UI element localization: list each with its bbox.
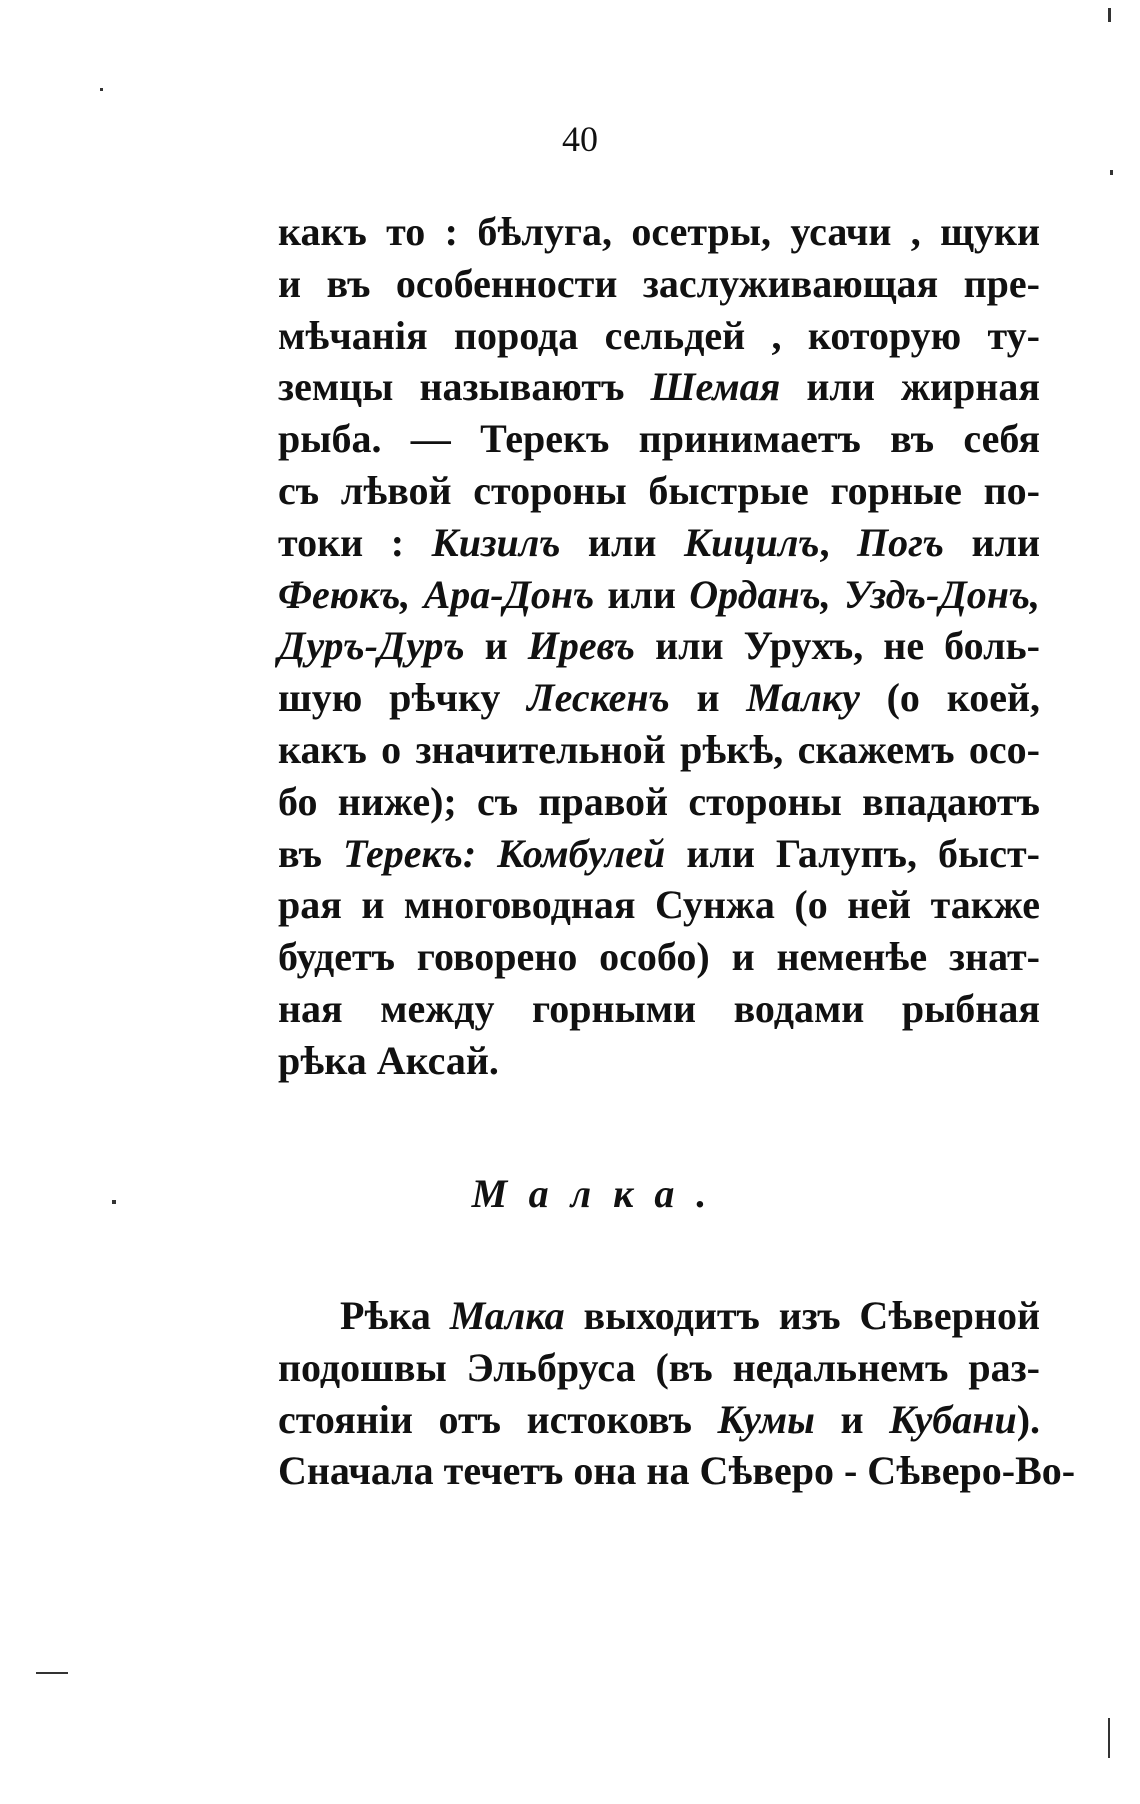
text-segment: , [819, 519, 857, 565]
text-segment: въ [278, 830, 343, 876]
text-line [278, 413, 1040, 465]
text-segment: или [594, 571, 690, 617]
text-line [278, 1394, 1040, 1446]
text-line [278, 1445, 1076, 1497]
italic-text: Малка [449, 1293, 565, 1338]
italic-text: Погъ [856, 519, 944, 565]
text-segment: или Галупъ, быст- [665, 830, 1040, 876]
text-segment: стояніи отъ истоковъ [278, 1396, 718, 1442]
text-segment: или Урухъ, не боль- [635, 623, 1040, 669]
paragraph-terek-tributaries [278, 206, 1040, 1087]
scan-speck [1110, 170, 1113, 175]
text-segment: ). [1016, 1396, 1041, 1442]
italic-text: Кицилъ [683, 519, 820, 565]
text-segment: или [943, 519, 1040, 565]
italic-text: Шемая [650, 364, 781, 410]
text-line [278, 1290, 1040, 1342]
text-line [278, 776, 1040, 828]
italic-text: Феюкъ, Ара-Донъ [278, 571, 595, 617]
text-segment: Рѣка [340, 1293, 450, 1338]
text-segment: токи : [278, 519, 432, 565]
text-segment: съ лѣвой стороны быстрые горные по- [278, 467, 1040, 513]
text-segment: мѣчанія порода сельдей , которую ту- [278, 312, 1040, 358]
text-segment: какъ то : бѣлуга, осетры, усачи , щуки [278, 209, 1040, 254]
text-segment: и [669, 675, 747, 721]
text-segment: или жирная [780, 364, 1040, 410]
text-line [278, 310, 1040, 362]
italic-text: Кизилъ [431, 519, 561, 565]
text-line [278, 258, 1040, 310]
text-segment: шую рѣчку [278, 675, 528, 721]
text-line [278, 1035, 1040, 1087]
text-segment: подошвы Эльбруса (въ недальнемъ раз- [278, 1344, 1040, 1390]
text-segment: выходитъ изъ Сѣверной [564, 1293, 1040, 1338]
text-segment: земцы называютъ [278, 364, 651, 410]
scan-speck [1108, 8, 1111, 22]
text-segment: бо ниже); съ правой стороны впадаютъ [278, 778, 1040, 824]
italic-text: Лескенъ [527, 675, 670, 721]
scan-speck [36, 1672, 68, 1674]
text-segment: какъ о значительной рѣкѣ, скажемъ осо- [278, 726, 1040, 772]
text-line [278, 1342, 1040, 1394]
scan-speck [1108, 1718, 1110, 1758]
text-segment: и [814, 1396, 890, 1442]
text-line [278, 931, 1040, 983]
text-segment: Сначала течетъ она на Сѣверо - Сѣверо-Во- [278, 1448, 1076, 1494]
paragraph-malka [278, 1290, 1076, 1497]
text-segment: (о коей, [859, 675, 1041, 721]
text-line [278, 828, 1040, 880]
text-segment: рыба. — Терекъ принимаетъ въ себя [278, 416, 1040, 462]
text-segment: и [464, 623, 528, 669]
scan-speck [100, 88, 103, 91]
text-line [278, 672, 1040, 724]
scan-speck [112, 1200, 116, 1204]
text-line [278, 724, 1040, 776]
text-line [278, 517, 1040, 569]
text-line [278, 361, 1040, 413]
text-line [278, 879, 1040, 931]
italic-text: Кумы [717, 1396, 815, 1442]
italic-text: Кубани [889, 1396, 1017, 1442]
text-segment: или [560, 519, 684, 565]
text-segment: рѣка Аксай. [278, 1037, 499, 1083]
italic-text: Малку [746, 675, 860, 721]
text-segment: ная между горными водами рыбная [278, 985, 1040, 1031]
page-number: 40 [562, 119, 598, 159]
text-line [278, 569, 1040, 621]
text-line [278, 206, 1040, 258]
text-segment: будетъ говорено особо) и неменѣе знат- [278, 934, 1040, 980]
text-segment: и въ особенности заслуживающая пре- [278, 260, 1040, 306]
italic-text: Терекъ: Комбулей [342, 830, 666, 876]
section-heading: Малка. [471, 1171, 729, 1216]
text-line [278, 465, 1040, 517]
text-line [278, 620, 1040, 672]
text-segment: рая и многоводная Сунжа (о ней также [278, 882, 1040, 928]
italic-text: Дуръ-Дуръ [278, 623, 465, 669]
italic-text: Орданъ, Уздъ-Донъ, [689, 571, 1040, 617]
italic-text: Иревъ [527, 623, 636, 669]
text-line [278, 983, 1040, 1035]
